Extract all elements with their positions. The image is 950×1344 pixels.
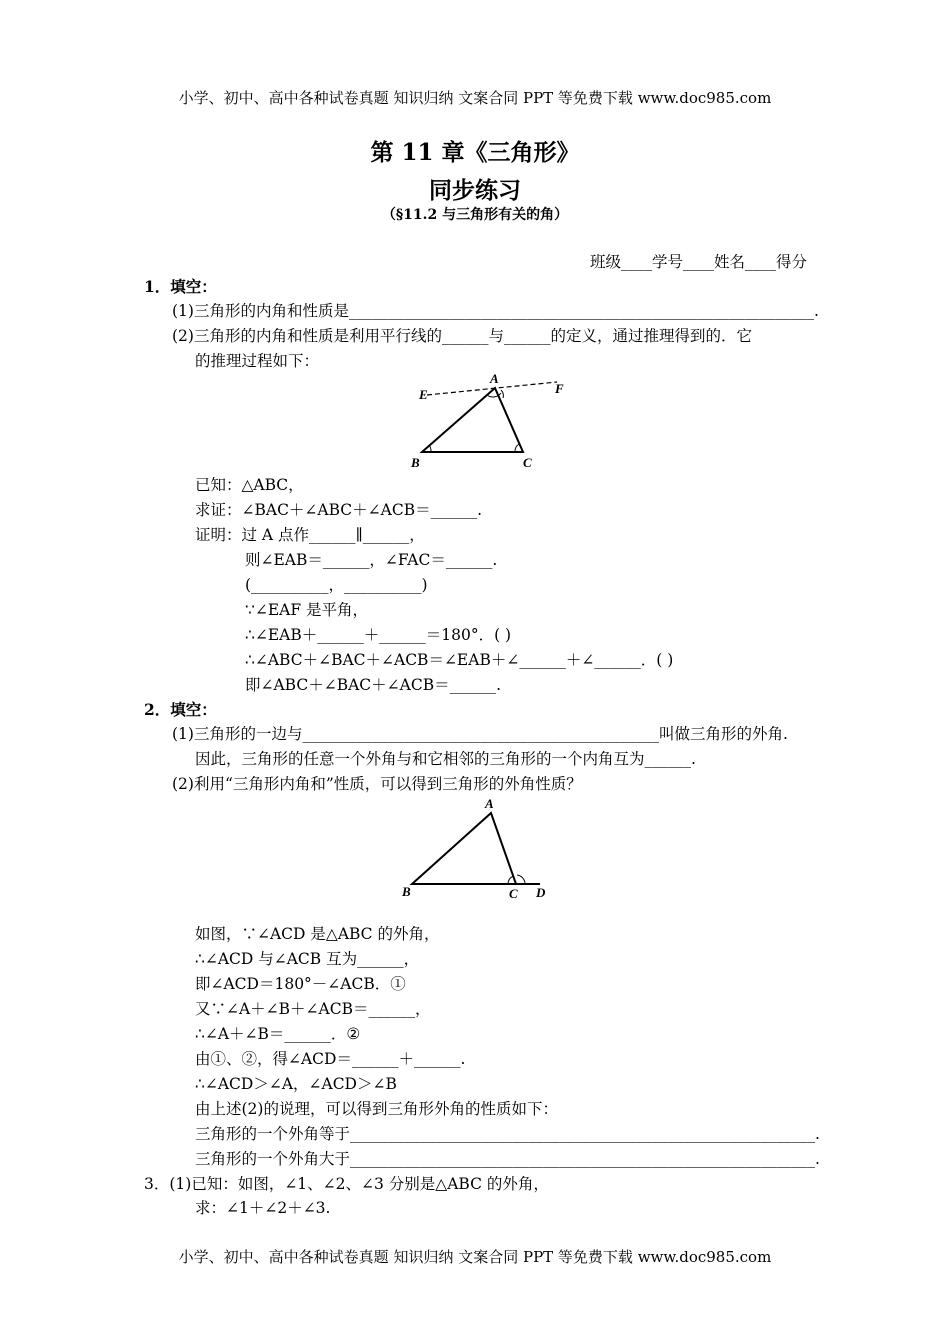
chapter-title: 第 11 章《三角形》 xyxy=(370,139,580,166)
figure-parallel-line-triangle xyxy=(405,368,585,474)
subtitle: 同步练习 xyxy=(429,177,521,204)
q2-part1: (1)三角形的一边与______________________________________________叫做三角形的外角. xyxy=(172,725,788,743)
proof-step-6: ∴∠ABC＋∠BAC＋∠ACB＝∠EAB＋∠______＋∠______．( ) xyxy=(245,651,674,669)
question-3: 3．(1)已知：如图，∠1、∠2、∠3 分别是△ABC 的外角， xyxy=(144,1175,549,1193)
q1-part1: (1)三角形的内角和性质是____________________________________________________________. xyxy=(172,302,819,320)
label-b-2: B xyxy=(402,884,411,899)
angle-mark-acd xyxy=(517,875,525,884)
triangle-abc xyxy=(422,388,523,452)
proof-step-2: 则∠EAB＝______，∠FAC＝______. xyxy=(245,551,498,569)
angle-mark-c xyxy=(515,444,519,452)
label-d-2: D xyxy=(536,885,546,900)
exterior-proof-6: 由①、②，得∠ACD＝______＋______. xyxy=(195,1050,466,1068)
exterior-property-2: 三角形的一个外角大于____________________________________________________________. xyxy=(195,1150,820,1168)
q2-part2: (2)利用“三角形内角和”性质，可以得到三角形的外角性质？ xyxy=(172,775,582,793)
page-header: 小学、初中、高中各种试卷真题 知识归纳 文案合同 PPT 等免费下载 www.doc985.com xyxy=(178,89,772,107)
exterior-proof-7: ∴∠ACD＞∠A，∠ACD＞∠B xyxy=(195,1075,397,1093)
question-2-heading: 2．填空： xyxy=(144,700,217,719)
proof-given: 已知：△ABC， xyxy=(195,476,304,494)
proof-step-7: 即∠ABC＋∠BAC＋∠ACB＝______. xyxy=(245,676,502,694)
label-c-2: C xyxy=(509,886,518,901)
exterior-summary: 由上述(2)的说理，可以得到三角形外角的性质如下： xyxy=(195,1100,558,1118)
exterior-proof-1: 如图，∵∠ACD 是△ABC 的外角， xyxy=(195,925,440,943)
proof-to-prove: 求证：∠BAC＋∠ABC＋∠ACB＝______. xyxy=(195,501,483,519)
exterior-proof-2: ∴∠ACD 与∠ACB 互为______， xyxy=(195,950,420,968)
angle-mark-a2 xyxy=(501,390,503,398)
proof-step-3: (__________，__________) xyxy=(245,576,428,594)
triangle-abc-2 xyxy=(412,813,516,884)
label-a: A xyxy=(490,371,499,386)
proof-step-5: ∴∠EAB＋______＋______＝180°．( ) xyxy=(245,626,512,644)
label-b: B xyxy=(411,455,420,470)
figure-exterior-angle xyxy=(398,793,558,905)
section-title: （§11.2 与三角形有关的角） xyxy=(381,207,569,223)
question-1-heading: 1．填空： xyxy=(144,277,217,296)
student-info: 班级____学号____姓名____得分 xyxy=(589,253,807,271)
proof-step-4: ∵∠EAF 是平角， xyxy=(245,601,369,619)
q1-part2: (2)三角形的内角和性质是利用平行线的______与______的定义，通过推理得到的．它 xyxy=(172,327,752,345)
exterior-proof-3: 即∠ACD＝180°－∠ACB．① xyxy=(195,975,406,993)
question-3-ask: 求：∠1＋∠2＋∠3. xyxy=(195,1199,331,1217)
exterior-proof-5: ∴∠A＋∠B＝______．② xyxy=(195,1025,361,1043)
q2-part1-cont: 因此，三角形的任意一个外角与和它相邻的三角形的一个内角互为______. xyxy=(195,750,696,768)
label-c: C xyxy=(523,455,532,470)
label-f: F xyxy=(555,381,564,396)
exterior-property-1: 三角形的一个外角等于____________________________________________________________. xyxy=(195,1125,820,1143)
proof-step-1: 证明：过 A 点作______∥______， xyxy=(195,526,425,544)
page-footer: 小学、初中、高中各种试卷真题 知识归纳 文案合同 PPT 等免费下载 www.doc985.com xyxy=(178,1248,772,1266)
label-e: E xyxy=(419,387,428,402)
angle-mark-b xyxy=(429,445,431,452)
q1-part2-cont: 的推理过程如下： xyxy=(195,352,320,370)
label-a-2: A xyxy=(485,796,494,811)
exterior-proof-4: 又∵∠A＋∠B＋∠ACB＝______， xyxy=(195,1000,431,1018)
